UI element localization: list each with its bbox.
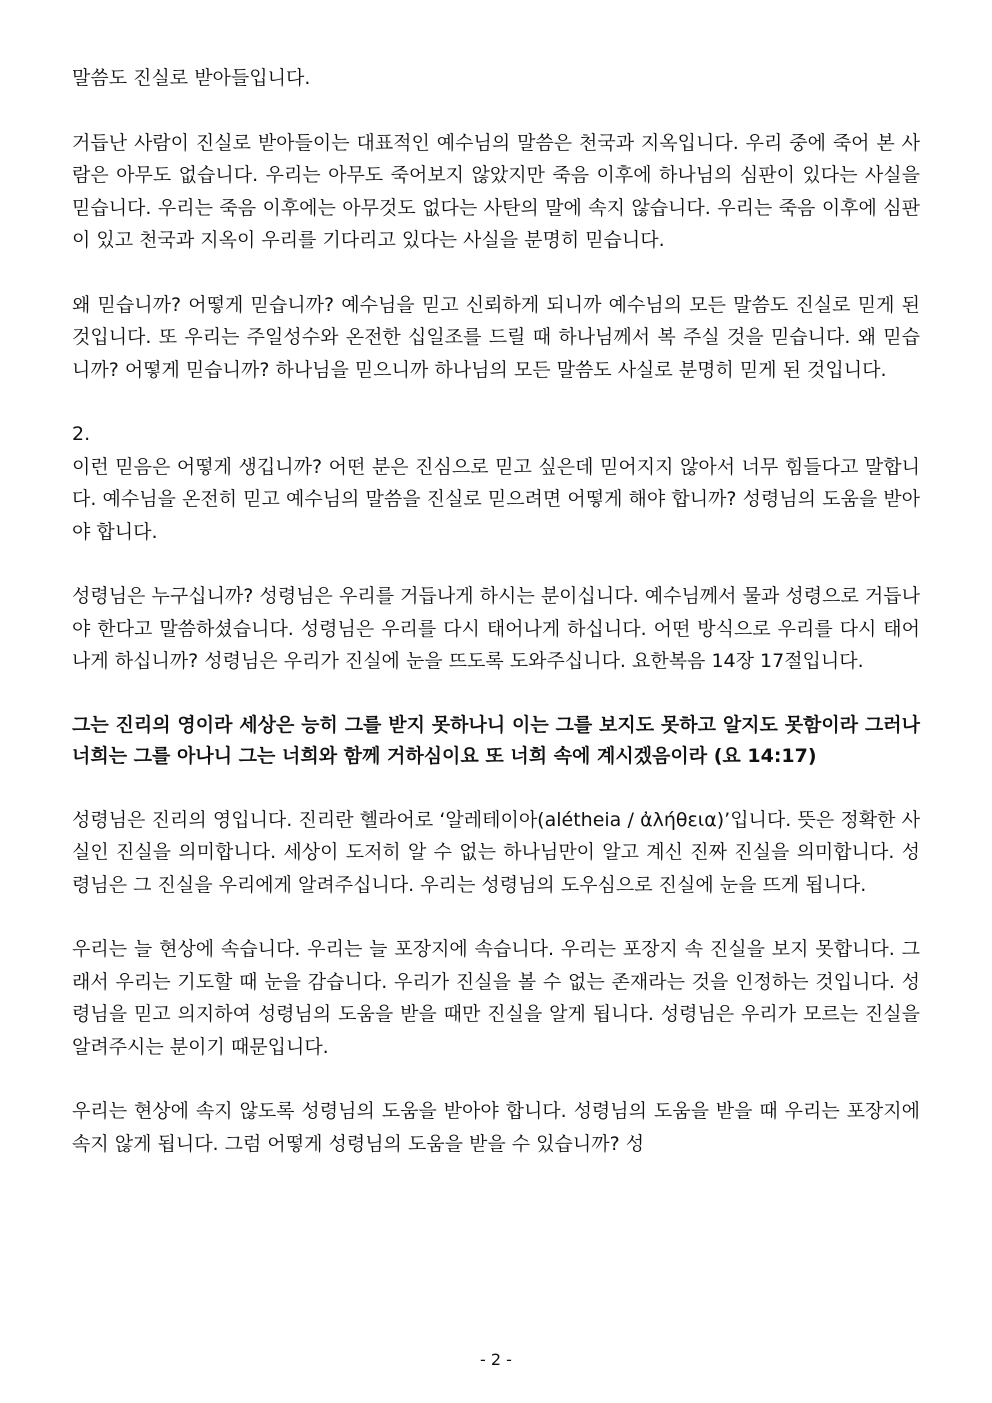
- paragraph-why-believe: 왜 믿습니까? 어떻게 믿습니까? 예수님을 믿고 신뢰하게 되니까 예수님의 모든 말씀도 진실로 믿게 된 것입니다. 또 우리는 주일성수와 온전한 십일조를 드릴 때 하나님께서 복 주실 것을 믿습니다. 왜 믿습니까? 어떻게 믿습니까? 하나님을 믿으니까 하나님의 모든 말씀도 사실로 분명히 믿게 된 것입니다.: [72, 293, 920, 381]
- scripture-quote: 그는 진리의 영이라 세상은 능히 그를 받지 못하나니 이는 그를 보지도 못하고 알지도 못함이라 그러나 너희는 그를 아나니 그는 너희와 함께 거하심이요 또 너희 속에 계시겠음이라 (요 14:17): [72, 713, 920, 767]
- paragraph-holy-spirit: 성령님은 누구십니까? 성령님은 우리를 거듭나게 하시는 분이십니다. 예수님께서 물과 성령으로 거듭나야 한다고 말씀하셨습니다. 성령님은 우리를 다시 태어나게 하십니다. 어떤 방식으로 우리를 다시 태어나게 하십니까? 성령님은 우리가 진실에 눈을 뜨도록 도와주십니다. 요한복음 14장 17절입니다.: [72, 585, 920, 672]
- page-number: - 2 -: [480, 1350, 512, 1369]
- section-number: 2.: [72, 423, 91, 445]
- paragraph-heaven-hell: 거듭난 사람이 진실로 받아들이는 대표적인 예수님의 말씀은 천국과 지옥입니다. 우리 중에 죽어 본 사람은 아무도 없습니다. 우리는 아무도 죽어보지 않았지만 죽음 이후에 하나님의 심판이 있다는 사실을 믿습니다. 우리는 죽음 이후에는 아무것도 없다는 사탄의 말에 속지 않습니다. 우리는 죽음 이후에 심판이 있고 천국과 지옥이 우리를 기다리고 있다는 사실을 분명히 믿습니다.: [72, 131, 920, 251]
- paragraph-deceived: 우리는 늘 현상에 속습니다. 우리는 늘 포장지에 속습니다. 우리는 포장지 속 진실을 보지 못합니다. 그래서 우리는 기도할 때 눈을 감습니다. 우리가 진실을 볼 수 없는 존재라는 것을 인정하는 것입니다. 성령님을 믿고 의지하여 성령님의 도움을 받을 때만 진실을 알게 됩니다. 성령님은 우리가 모르는 진실을 알려주시는 분이기 때문입니다.: [72, 938, 920, 1058]
- document-body: [72, 62, 920, 1192]
- paragraph-help: 우리는 현상에 속지 않도록 성령님의 도움을 받아야 합니다. 성령님의 도움을 받을 때 우리는 포장지에 속지 않게 됩니다. 그럼 어떻게 성령님의 도움을 받을 수 있습니까? 성: [72, 1100, 920, 1155]
- paragraph-continuation: 말씀도 진실로 받아들입니다.: [72, 67, 311, 89]
- paragraph-spirit-of-truth: 성령님은 진리의 영입니다. 진리란 헬라어로 ‘알레테이아(alétheia / ἀλήθεια)’입니다. 뜻은 정확한 사실인 진실을 의미합니다. 세상이 도저히 알 수 없는 하나님만이 알고 계신 진짜 진실을 의미합니다. 성령님은 그 진실을 우리에게 알려주십니다. 우리는 성령님의 도우심으로 진실에 눈을 뜨게 됩니다.: [72, 808, 920, 896]
- paragraph-how-faith: 이런 믿음은 어떻게 생깁니까? 어떤 분은 진심으로 믿고 싶은데 믿어지지 않아서 너무 힘들다고 말합니다. 예수님을 온전히 믿고 예수님의 말씀을 진실로 믿으려면 어떻게 해야 합니까? 성령님의 도움을 받아야 합니다.: [72, 455, 920, 543]
